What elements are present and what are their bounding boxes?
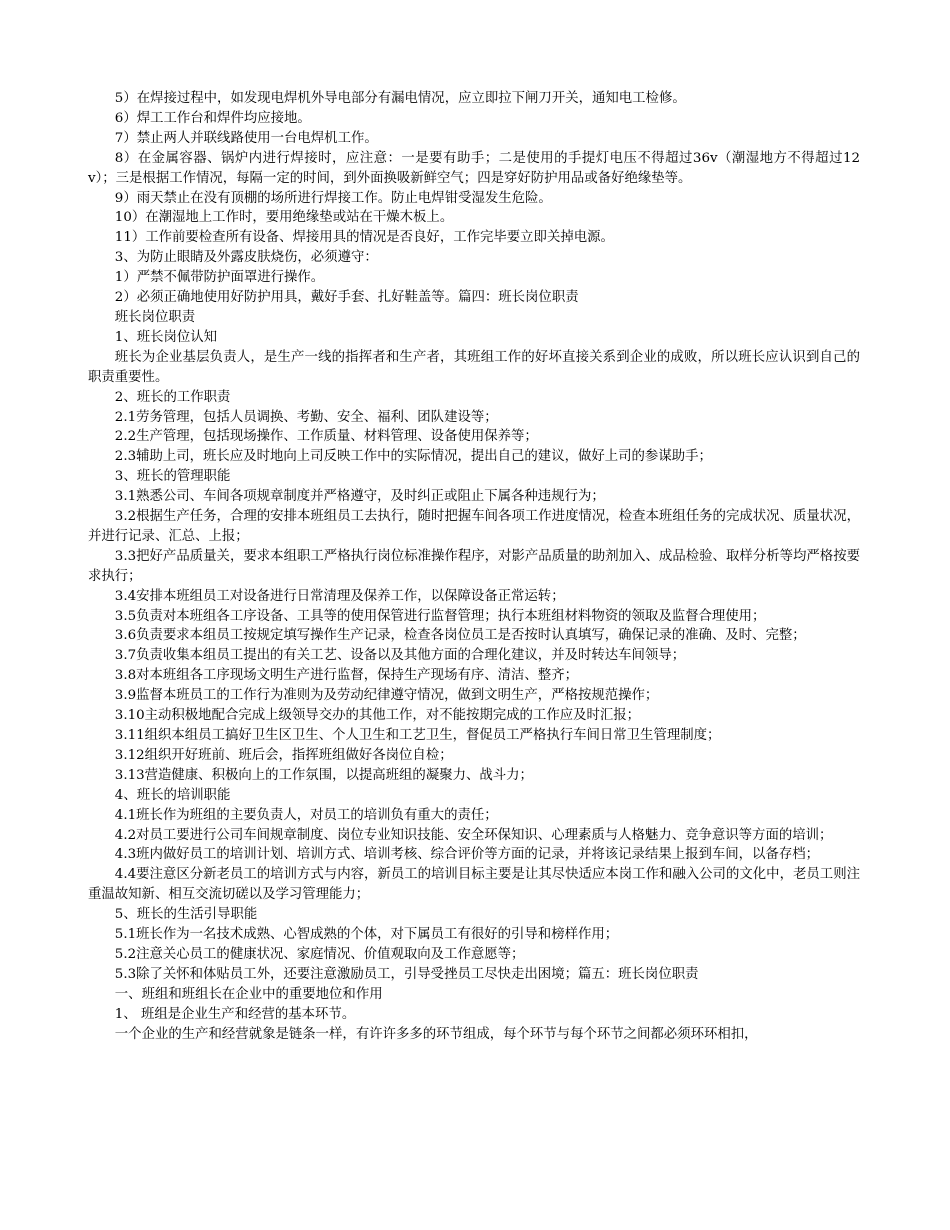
item-4-4: 4.4要注意区分新老员工的培训方式与内容，新员工的培训目标主要是让其尽快适应本岗工作和融入公司的文化中，老员工则注重温故知新、相互交流切磋以及学习管理能力； bbox=[88, 867, 860, 903]
item-3-5: 3.5负责对本班组各工序设备、工具等的使用保管进行监督管理；执行本班组材料物资的领取及监督合理使用； bbox=[114, 608, 766, 624]
item-2-3: 2.3辅助上司，班长应及时地向上司反映工作中的实际情况，提出自己的建议，做好上司的参谋助手； bbox=[114, 449, 712, 465]
paragraph-5-leakage: 5）在焊接过程中，如发现电焊机外导电部分有漏电情况，应立即拉下闸刀开关，通知电工检修。 bbox=[114, 91, 686, 106]
paragraph-11-inspection: 11）工作前要检查所有设备、焊接用具的情况是否良好，工作完毕要立即关掉电源。 bbox=[114, 230, 614, 246]
heading-part-1: 一、班组和班组长在企业中的重要地位和作用 bbox=[114, 986, 383, 1002]
paragraph-7-parallel: 7）禁止两人并联线路使用一台电焊机工作。 bbox=[114, 130, 378, 146]
item-4-1: 4.1班长作为班组的主要负责人，对员工的培训负有重大的责任； bbox=[114, 807, 498, 823]
section-title-team-leader: 班长岗位职责 bbox=[114, 309, 196, 325]
paragraph-intro: 班长为企业基层负责人，是生产一线的指挥者和生产者，其班组工作的好坏直接关系到企业的成败，所以班长应认识到自己的职责重要性。 bbox=[88, 349, 860, 385]
heading-2: 2、班长的工作职责 bbox=[114, 389, 231, 405]
paragraph-8-container: 8）在金属容器、锅炉内进行焊接时，应注意：一是要有助手；二是使用的手提灯电压不得超过36v（潮湿地方不得超过12v）；三是根据工作情况，每隔一定的时间，到外面换吸新鲜空气；四是穿好防护用品或备好绝缘垫等。 bbox=[88, 150, 860, 186]
paragraph-6-grounding: 6）焊工工作台和焊件均应接地。 bbox=[114, 110, 311, 126]
item-3-13: 3.13营造健康、积极向上的工作氛围，以提高班组的凝聚力、战斗力； bbox=[114, 767, 533, 783]
paragraph-section-3: 3、为防止眼睛及外露皮肤烧伤，必须遵守： bbox=[114, 250, 378, 266]
paragraph-9-rain: 9）雨天禁止在没有顶棚的场所进行焊接工作。防止电焊钳受湿发生危险。 bbox=[114, 190, 552, 206]
item-3-1: 3.1熟悉公司、车间各项规章制度并严格遵守，及时纠正或阻止下属各种违规行为； bbox=[114, 489, 605, 505]
heading-3: 3、班长的管理职能 bbox=[114, 469, 231, 485]
item-4-2: 4.2对员工要进行公司车间规章制度、岗位专业知识技能、安全环保知识、心理素质与人格魅力、竞争意识等方面的培训； bbox=[114, 827, 833, 843]
item-2-2: 2.2生产管理，包括现场操作、工作质量、材料管理、设备使用保养等； bbox=[114, 429, 538, 445]
item-5-3: 5.3除了关怀和体贴员工外，还要注意激励员工，引导受挫员工尽快走出困境；篇五：班长岗位职责 bbox=[114, 966, 699, 982]
item-2-1: 2.1劳务管理，包括人员调换、考勤、安全、福利、团队建设等； bbox=[114, 409, 498, 425]
item-5-2: 5.2注意关心员工的健康状况、家庭情况、价值观取向及工作意愿等； bbox=[114, 946, 525, 962]
item-3-11: 3.11组织本组员工搞好卫生区卫生、个人卫生和工艺卫生，督促员工严格执行车间日常卫生管理制度； bbox=[114, 728, 721, 743]
paragraph-3-1: 1）严禁不佩带防护面罩进行操作。 bbox=[114, 270, 325, 286]
item-4-3: 4.3班内做好员工的培训计划、培训方式、培训考核、综合评价等方面的记录，并将该记录结果上报到车间，以备存档； bbox=[114, 847, 820, 863]
item-3-7: 3.7负责收集本组员工提出的有关工艺、设备以及其他方面的合理化建议，并及时转达车间领导； bbox=[114, 648, 686, 664]
paragraph-10-wet-ground: 10）在潮湿地上工作时，要用绝缘垫或站在干燥木板上。 bbox=[114, 210, 454, 226]
item-3-12: 3.12组织开好班前、班后会，指挥班组做好各岗位自检； bbox=[114, 747, 453, 763]
paragraph-chain: 一个企业的生产和经营就象是链条一样，有许许多多的环节组成，每个环节与每个环节之间都必须环环相扣， bbox=[114, 1026, 758, 1042]
item-5-1: 5.1班长作为一名技术成熟、心智成熟的个体，对下属员工有很好的引导和榜样作用； bbox=[114, 927, 619, 943]
paragraph-3-2: 2）必须正确地使用好防护用具，戴好手套、扎好鞋盖等。篇四：班长岗位职责 bbox=[114, 290, 579, 306]
item-3-10: 3.10主动积极地配合完成上级领导交办的其他工作，对不能按期完成的工作应及时汇报； bbox=[114, 708, 641, 724]
item-3-8: 3.8对本班组各工序现场文明生产进行监督，保持生产现场有序、清洁、整齐； bbox=[114, 668, 578, 684]
heading-part-1-1: 1、 班组是企业生产和经营的基本环节。 bbox=[114, 1006, 356, 1022]
item-3-2: 3.2根据生产任务，合理的安排本班组员工去执行，随时把握车间各项工作进度情况，检查本班组任务的完成状况、质量状况，并进行记录、汇总、上报； bbox=[88, 509, 860, 544]
document-page bbox=[88, 89, 860, 1045]
item-3-6: 3.6负责要求本组员工按规定填写操作生产记录，检查各岗位员工是否按时认真填写，确保记录的准确、及时、完整； bbox=[114, 628, 806, 644]
heading-5: 5、班长的生活引导职能 bbox=[114, 907, 258, 923]
item-3-9: 3.9监督本班员工的工作行为准则为及劳动纪律遵守情况，做到文明生产，严格按规范操作； bbox=[114, 688, 659, 704]
item-3-4: 3.4安排本班组员工对设备进行日常清理及保养工作，以保障设备正常运转； bbox=[114, 588, 565, 604]
item-3-3: 3.3把好产品质量关，要求本组职工严格执行岗位标准操作程序，对影产品质量的助剂加入、成品检验、取样分析等均严格按要求执行； bbox=[88, 548, 860, 584]
heading-1: 1、班长岗位认知 bbox=[114, 329, 218, 345]
heading-4: 4、班长的培训职能 bbox=[114, 787, 231, 803]
